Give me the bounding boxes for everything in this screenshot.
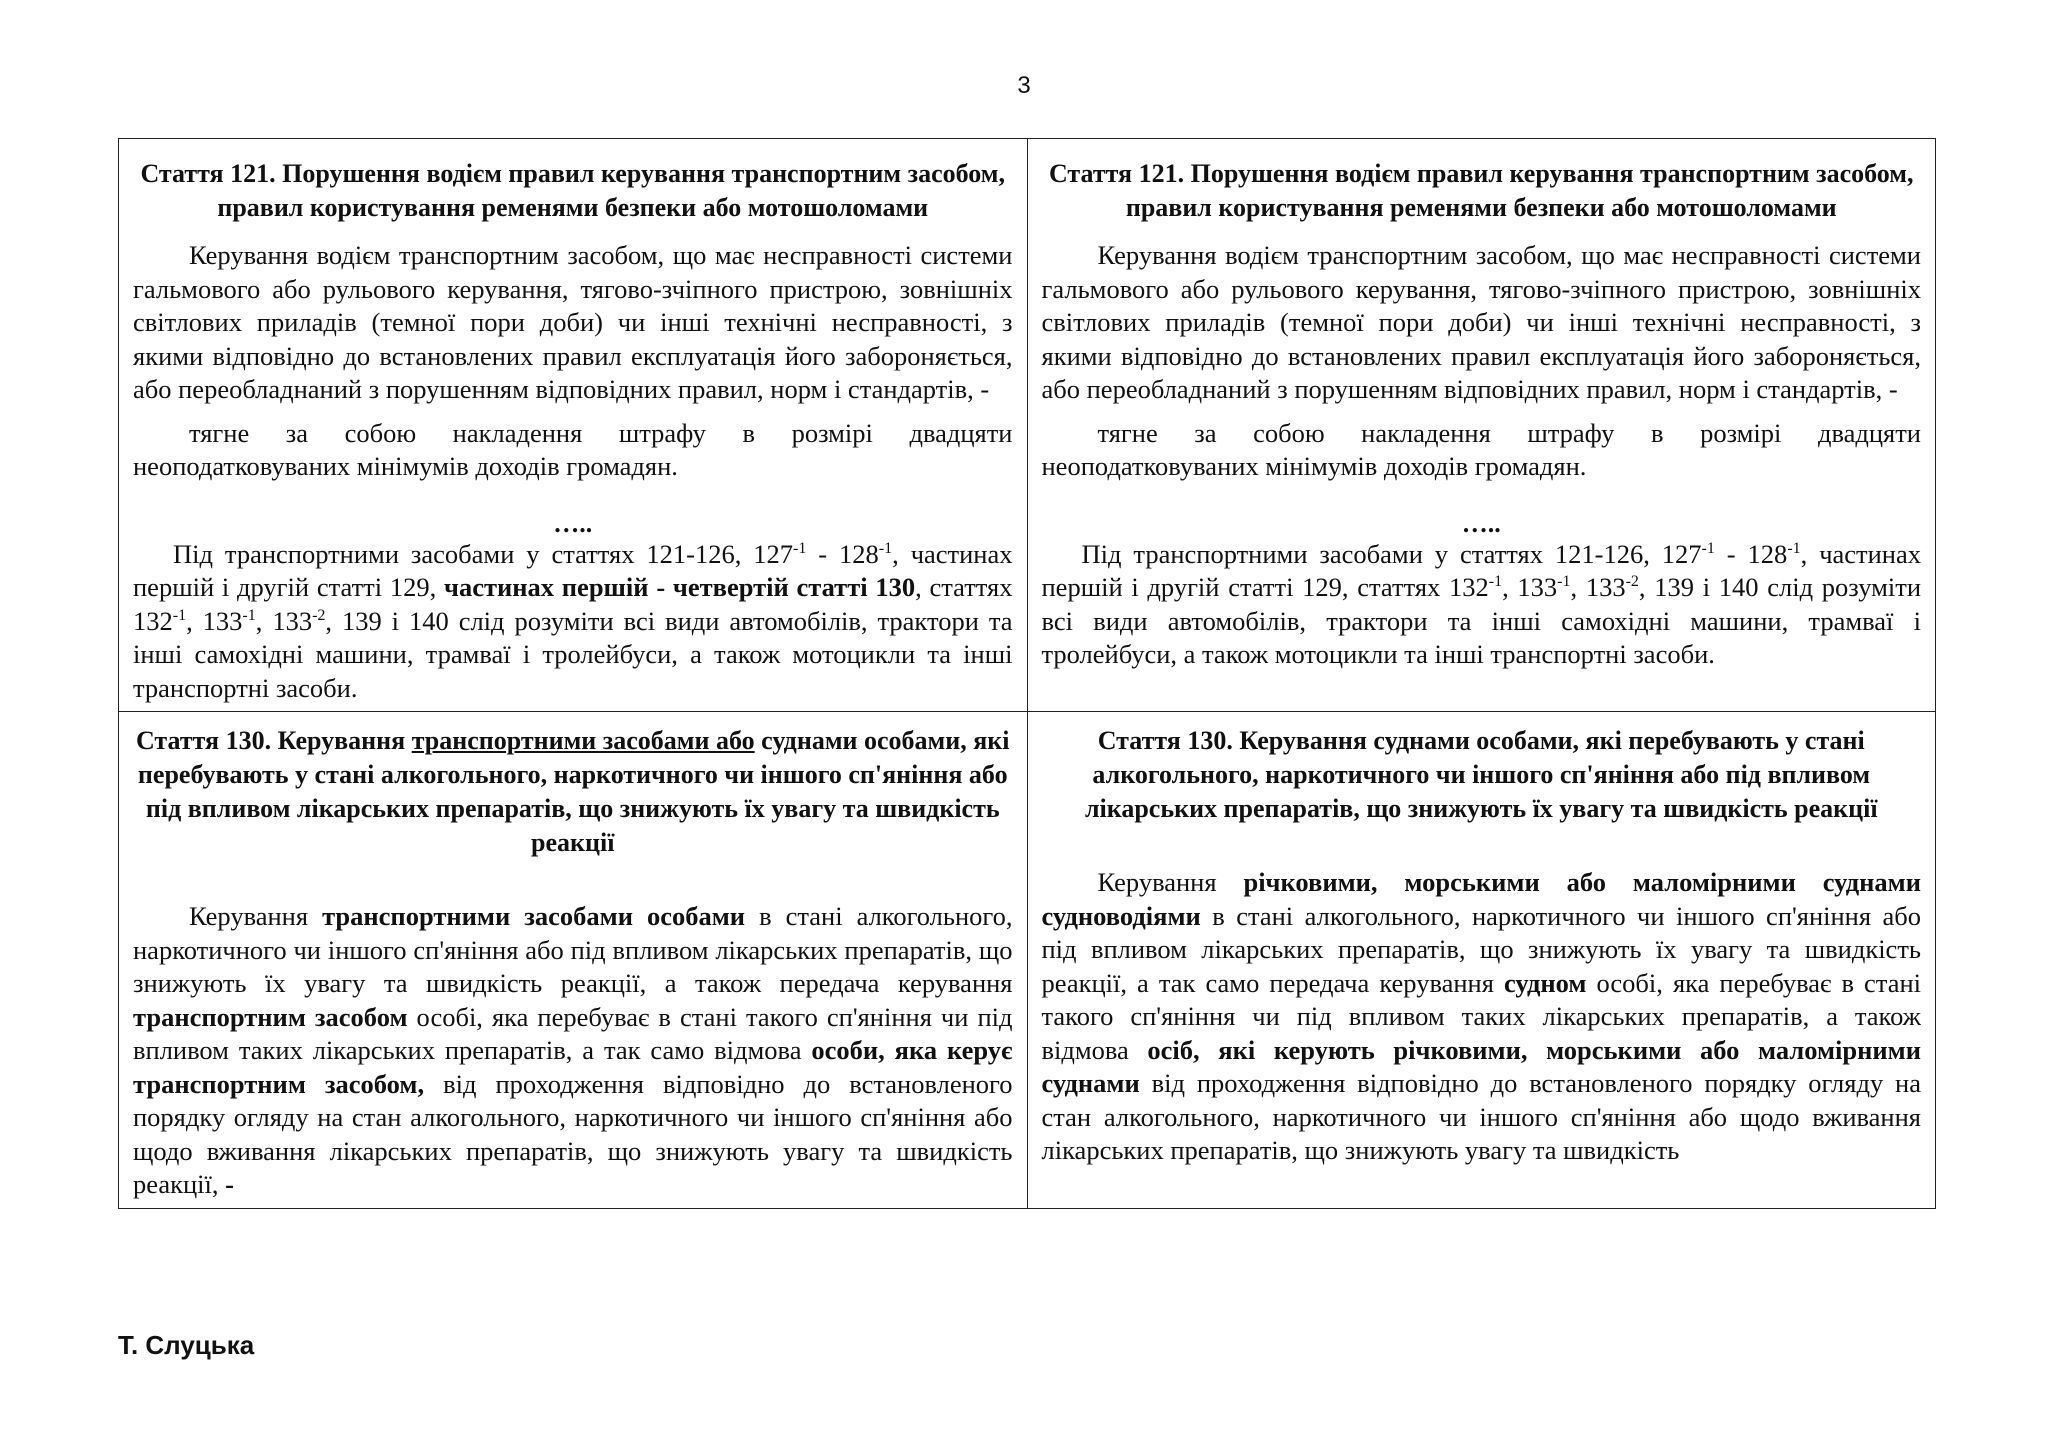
omission-mark: ….. xyxy=(553,508,593,538)
right-cell-article-130 xyxy=(1027,712,1936,1209)
table-row xyxy=(119,712,1936,1209)
article-note: Під транспортними засобами у статтях 121-126, $127^{-1} - 128^{-1}$, частинах першій і другій статті 129, статтях $132^{-1}$, $133^{-1}$, $133^{-2}$, 139 і 140 слід розуміти всі види автомобілів, трактори та інші самохідні машини, трамваї і тролейбуси, а також мотоцикли та інші транспортні засоби. xyxy=(1041,538,1922,669)
changed-text: частинах першій - четвертій статті 130 xyxy=(444,572,916,602)
author-signature: Т. Слуцька xyxy=(118,1330,255,1360)
comparison-table xyxy=(118,138,1936,1209)
article-title: Стаття 121. Порушення водієм правил керування транспортним засобом, правил користування ременями безпеки або мотошоломами xyxy=(140,159,1005,222)
article-title: Стаття 121. Порушення водієм правил керування транспортним засобом, правил користування ременями безпеки або мотошоломами xyxy=(1049,159,1914,222)
left-cell-article-130 xyxy=(119,712,1028,1209)
article-paragraph: Керування транспортними засобами особами в стані алкогольного, наркотичного чи іншого сп'яніння або під впливом лікарських препаратів, що знижують їх увагу та швидкість реакції, а також передача керування транспортним засобом особі, яка перебуває в стані такого сп'яніння чи під впливом таких лікарських препаратів, а так само відмова особи, яка керує транспортним засобом, від проходження відповідно до встановленого порядку огляду на стан алкогольного, наркотичного чи іншого сп'яніння або щодо вживання лікарських препаратів, що знижують увагу та швидкість реакції, - xyxy=(133,901,1013,1199)
right-cell-article-121 xyxy=(1027,139,1936,712)
article-paragraph: Керування водієм транспортним засобом, що має несправності системи гальмового або рульового керування, тягово-зчіпного пристрою, зовнішніх світлових приладів (темної пори доби) чи інші технічні несправності, з якими відповідно до встановлених правил експлуатація його забороняється, або переобладнаний з порушенням відповідних правил, норм і стандартів, - xyxy=(1041,240,1921,404)
article-sanction: тягне за собою накладення штрафу в розмірі двадцяти неоподатковуваних мінімумів доходів громадян. xyxy=(133,417,1013,481)
article-sanction: тягне за собою накладення штрафу в розмірі двадцяти неоподатковуваних мінімумів доходів громадян. xyxy=(1041,417,1921,481)
omission-mark: ….. xyxy=(1461,508,1501,538)
article-paragraph: Керування річковими, морськими або маломірними суднами судноводіями в стані алкогольного, наркотичного чи іншого сп'яніння або під впливом лікарських препаратів, що знижують їх увагу та швидкість реакції, а так само передача керування судном особі, яка перебуває в стані такого сп'яніння чи під впливом таких лікарських препаратів, а також відмова осіб, які керують річковими, морськими або маломірними суднами від проходження відповідно до встановленого порядку огляду на стан алкогольного, наркотичного чи іншого сп'яніння або щодо вживання лікарських препаратів, що знижують увагу та швидкість xyxy=(1041,867,1921,1165)
table-row xyxy=(119,139,1936,712)
article-title: Стаття 130. Керування суднами особами, які перебувають у стані алкогольного, наркотичного чи іншого сп'яніння або під впливом лікарських препаратів, що знижують їх увагу та швидкість реакції xyxy=(1084,726,1878,823)
underlined-text: транспортними засобами або xyxy=(411,726,755,755)
article-title: Стаття 130. Керування транспортними засобами або суднами особами, які перебувають у стані алкогольного, наркотичного чи іншого сп'яніння або під впливом лікарських препаратів, що знижують їх увагу та швидкість реакції xyxy=(135,726,1010,857)
left-cell-article-121 xyxy=(119,139,1028,712)
page-number: 3 xyxy=(1017,72,1031,99)
article-paragraph: Керування водієм транспортним засобом, що має несправності системи гальмового або рульового керування, тягово-зчіпного пристрою, зовнішніх світлових приладів (темної пори доби) чи інші технічні несправності, з якими відповідно до встановлених правил експлуатація його забороняється, або переобладнаний з порушенням відповідних правил, норм і стандартів, - xyxy=(133,240,1013,404)
article-note: Під транспортними засобами у статтях 121-126, $127^{-1} - 128^{-1}$, частинах першій і другій статті 129, частинах першій - четвертій статті 130, статтях $132^{-1}$, $133^{-1}$, $133^{-2}$, 139 і 140 слід розуміти всі види автомобілів, трактори та інші самохідні машини, трамваї і тролейбуси, а також мотоцикли та інші транспортні засоби. xyxy=(133,538,1013,703)
